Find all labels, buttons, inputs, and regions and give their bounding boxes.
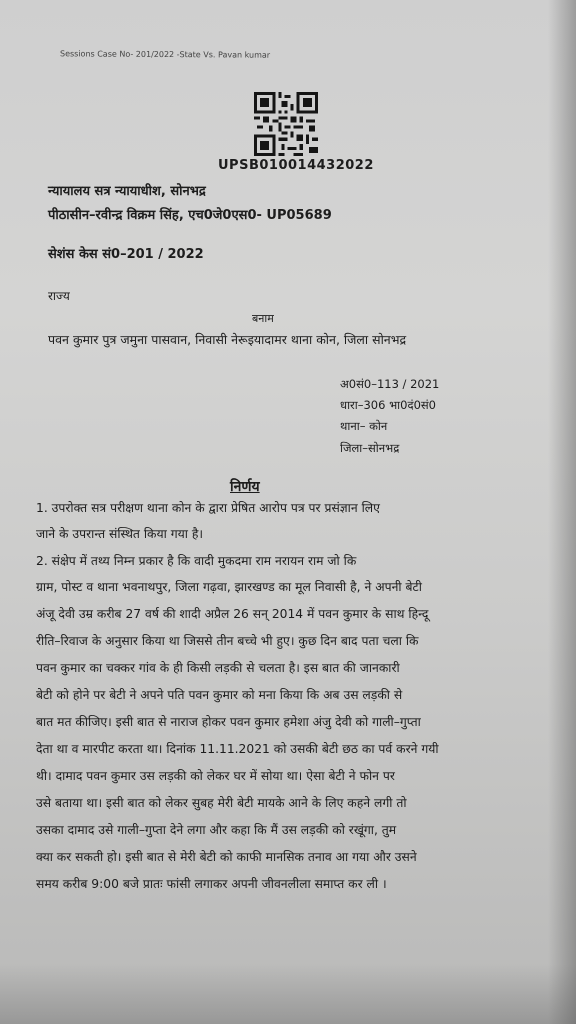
court-name: न्यायालय सत्र न्यायाधीश, सोनभद्र [48, 184, 206, 199]
page-shadow-right [548, 0, 576, 1024]
paragraph-line: बात मत कीजिए। इसी बात से नाराज होकर पवन कुमार हमेशा अंजु देवी को गाली–गुप्ता [36, 715, 421, 729]
section-ipc: धारा–306 भा0दं0सं0 [340, 398, 436, 412]
page-shadow-bottom [0, 964, 576, 1024]
paragraph-line: उसे बताया था। इसी बात को लेकर सुबह मेरी बेटी मायके आने के लिए कहने लगी तो [36, 796, 407, 810]
paragraph-line: 1. उपरोक्त सत्र परीक्षण थाना कोन के द्वारा प्रेषित आरोप पत्र पर प्रसंज्ञान लिए [36, 501, 380, 515]
versus-label: बनाम [252, 312, 274, 325]
paragraph-line: समय करीब 9:00 बजे प्रातः फांसी लगाकर अपनी जीवनलीला समाप्त कर ली । [36, 877, 387, 891]
crime-number: अ0सं0–113 / 2021 [340, 377, 440, 391]
paragraph-line: बेटी को होने पर बेटी ने अपने पति पवन कुमार को मना किया कि अब उस लड़की से [36, 688, 403, 702]
paragraph-line: ग्राम, पोस्ट व थाना भवनाथपुर, जिला गढ़वा, झारखण्ड का मूल निवासी है, ने अपनी बेटी [36, 580, 422, 594]
paragraph-line: अंजू देवी उम्र करीब 27 वर्ष की शादी अप्रैल 26 सन् 2014 में पवन कुमार के साथ हिन्दू [36, 607, 429, 621]
reference-code: UPSB010014432022 [218, 158, 374, 173]
paragraph-line: जाने के उपरान्त संस्थित किया गया है। [36, 527, 204, 541]
paragraph-line: उसका दामाद उसे गाली–गुप्ता देने लगा और कहा कि मैं उस लड़की को रखूंगा, तुम [36, 823, 397, 837]
paragraph-line: थी। दामाद पवन कुमार उस लड़की को लेकर घर में सोया था। ऐसा बेटी ने फोन पर [36, 769, 395, 783]
accused-details: पवन कुमार पुत्र जमुना पासवान, निवासी नेरूइयादामर थाना कोन, जिला सोनभद्र [48, 332, 407, 347]
case-header-line: Sessions Case No- 201/2022 -State Vs. Pavan kumar [59, 49, 271, 60]
district: जिला–सोनभद्र [340, 441, 400, 455]
paragraph-line: रीति–रिवाज के अनुसार किया था जिससे तीन बच्चे भी हुए। कुछ दिन बाद पता चला कि [36, 634, 419, 648]
paragraph-line: 2. संक्षेप में तथ्य निम्न प्रकार है कि वादी मुकदमा राम नरायन राम जो कि [36, 554, 357, 568]
case-number: सेशंस केस सं0–201 / 2022 [48, 247, 204, 262]
qr-code-icon [254, 92, 318, 156]
party-state: राज्य [48, 289, 70, 303]
presiding-officer: पीठासीन–रवीन्द्र विक्रम सिंह, एच0जे0एस0- UP05689 [48, 208, 332, 223]
police-station: थाना– कोन [340, 419, 388, 433]
paragraph-line: पवन कुमार का चक्कर गांव के ही किसी लड़की से चलता है। इस बात की जानकारी [36, 661, 400, 675]
paragraph-line: देता था व मारपीट करता था। दिनांक 11.11.2021 को उसकी बेटी छठ का पर्व करने गयी [36, 742, 439, 756]
paragraph-line: क्या कर सकती हो। इसी बात से मेरी बेटी को काफी मानसिक तनाव आ गया और उसने [36, 850, 417, 864]
verdict-heading: निर्णय [230, 479, 260, 495]
